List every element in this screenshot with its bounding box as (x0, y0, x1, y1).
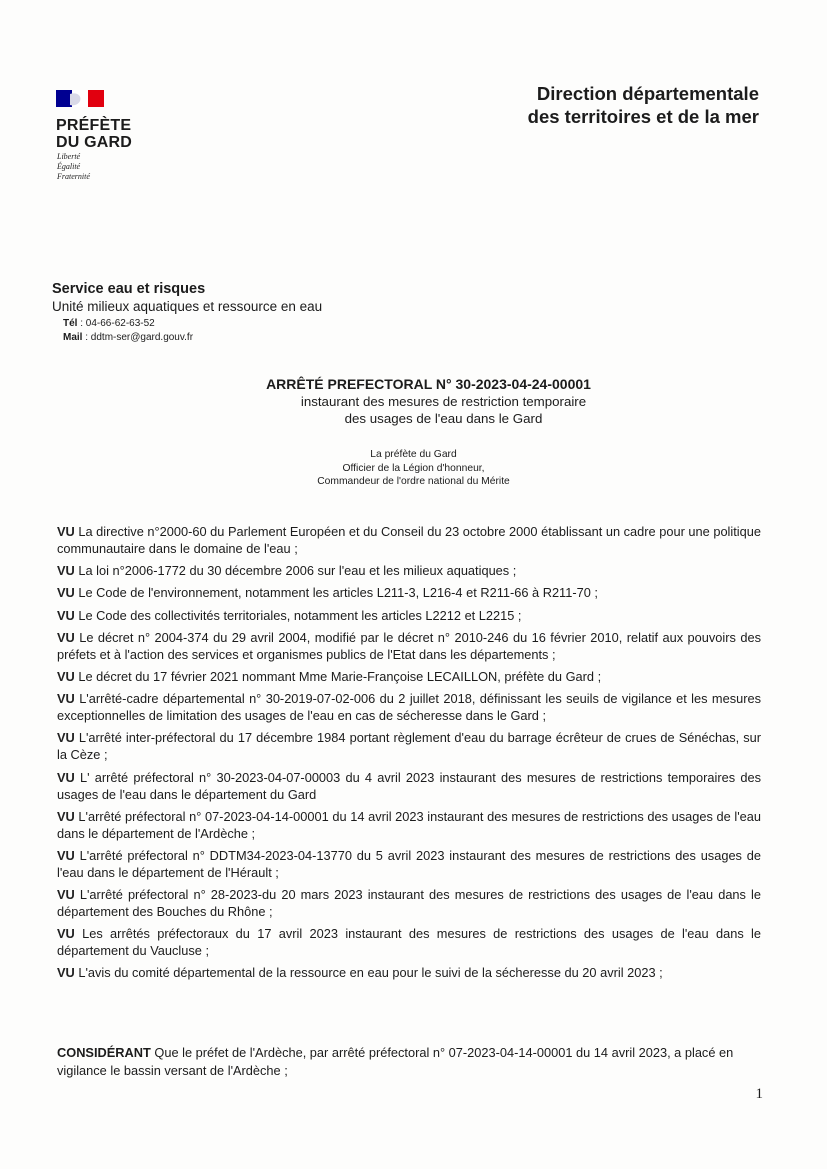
prefecture-name (56, 117, 132, 151)
visa-keyword: VU (57, 808, 75, 824)
visa-text: L'avis du comité départemental de la ressource en eau pour le suivi de la sécheresse du 20 avril 2023 ; (78, 965, 663, 981)
visa-item (57, 886, 761, 920)
tel-label: Tél (63, 318, 78, 329)
visa-item (57, 562, 761, 579)
arrete-subtitle-line1: instaurant des mesures de restriction temporaire (300, 394, 587, 409)
visa-text: L'arrêté préfectoral n° DDTM34-2023-04-13770 du 5 avril 2023 instaurant des mesures de restrictions des usages de l'eau dans le département de l'Hérault ; (57, 847, 761, 880)
authority-line3: Commandeur de l'ordre national du Mérite (317, 476, 510, 487)
republic-motto (57, 152, 90, 182)
visa-text: Les arrêtés préfectoraux du 17 avril 2023 instaurant des mesures de restrictions des usages de l'eau dans le département du Vaucluse ; (57, 926, 761, 959)
visa-keyword: VU (57, 524, 75, 539)
visa-text: L'arrêté préfectoral n° 07-2023-04-14-00001 du 14 avril 2023 instaurant des mesures de restrictions des usages de l'eau dans le département de l'Ardèche ; (57, 808, 761, 841)
authority-line1: La préfète du Gard (370, 449, 457, 460)
visa-item (57, 808, 761, 842)
visa-keyword: VU (57, 769, 75, 785)
motto-egalite: Égalité (57, 162, 81, 171)
service-block (52, 280, 322, 345)
direction-title (528, 82, 759, 128)
visa-text: Le décret n° 2004-374 du 29 avril 2004, modifié par le décret n° 2010-246 du 16 février 2010, relatif aux pouvoirs des préfets et à l'action des services et organismes publics de l'Etat dans les départements ; (57, 629, 761, 662)
prefecture-line2: DU GARD (56, 134, 133, 151)
motto-fraternite: Fraternité (57, 172, 90, 181)
authority-line2: Officier de la Légion d'honneur, (342, 462, 485, 474)
visa-keyword: VU (57, 607, 75, 623)
unit-name: Unité milieux aquatiques et ressource en eau (52, 299, 323, 314)
visa-keyword: VU (57, 965, 75, 981)
considerant-keyword: CONSIDÉRANT (57, 1045, 151, 1060)
visa-keyword: VU (57, 887, 75, 903)
contact-tel (63, 317, 322, 331)
visa-item (57, 964, 761, 981)
visa-item (57, 769, 761, 803)
visa-item (57, 607, 761, 624)
visa-keyword: VU (57, 926, 75, 942)
mail-label: Mail (63, 332, 83, 343)
tel-value: : 04-66-62-63-52 (80, 318, 155, 329)
visa-text: Le décret du 17 février 2021 nommant Mme Marie-Françoise LECAILLON, préfète du Gard ; (78, 668, 602, 684)
mail-value: : ddtm-ser@gard.gouv.fr (85, 332, 194, 343)
motto-liberte: Liberté (57, 152, 81, 161)
flag-blue-band (56, 90, 72, 107)
visa-text: La directive n°2000-60 du Parlement Européen et du Conseil du 23 octobre 2000 établissant un cadre pour une politique communautaire dans le domaine de l'eau ; (57, 524, 761, 556)
visa-keyword: VU (57, 668, 75, 684)
contact-mail (63, 331, 322, 345)
visa-text: Le Code de l'environnement, notamment les articles L211-3, L216-4 et R211-66 à R211-70 ; (78, 585, 598, 601)
visa-text: L'arrêté préfectoral n° 28-2023-du 20 mars 2023 instaurant des mesures de restrictions des usages de l'eau dans le département des Bouches du Rhône ; (57, 887, 761, 920)
visa-text: L'arrêté-cadre départemental n° 30-2019-07-02-006 du 2 juillet 2018, définissant les seuils de vigilance et les mesures exceptionnelles de limitation des usages de l'eau en cas de sécheresse dans le Gard ; (57, 691, 761, 724)
contact-info (63, 317, 322, 345)
visa-keyword: VU (57, 730, 75, 746)
visa-item (57, 690, 761, 724)
visa-text: L'arrêté inter-préfectoral du 17 décembre 1984 portant règlement d'eau du barrage écrêteur de crues de Sénéchas, sur la Cèze ; (57, 730, 761, 763)
visa-item (57, 668, 761, 685)
page-number: 1 (755, 1086, 763, 1102)
arrete-subtitle-line2: des usages de l'eau dans le Gard (344, 411, 543, 426)
service-name: Service eau et risques (52, 281, 206, 297)
arrete-title-block (0, 376, 827, 427)
considerant-paragraph (57, 1044, 761, 1080)
prefecture-line1: PRÉFÈTE (56, 117, 132, 134)
visa-item (57, 847, 761, 881)
visa-item (57, 729, 761, 763)
authority-block (0, 448, 827, 489)
considerant-text: Que le préfet de l'Ardèche, par arrêté préfectoral n° 07-2023-04-14-00001 du 14 avril 2023, a placé en vigilance le bassin versant de l'Ardèche ; (57, 1045, 734, 1078)
visas-list (57, 523, 761, 987)
visa-text: L' arrêté préfectoral n° 30-2023-04-07-00003 du 4 avril 2023 instaurant des mesures de restrictions temporaires des usages de l'eau dans le département du Gard (57, 769, 761, 802)
direction-line2: des territoires et de la mer (527, 106, 759, 127)
visa-keyword: VU (57, 563, 75, 579)
visa-item (57, 925, 761, 959)
visa-item (57, 584, 761, 601)
arrete-title: ARRÊTÉ PREFECTORAL N° 30-2023-04-24-00001 (266, 376, 591, 392)
direction-line1: Direction départementale (536, 83, 759, 104)
visa-keyword: VU (57, 847, 75, 863)
marianne-flag-logo (56, 90, 104, 107)
visa-keyword: VU (57, 691, 75, 707)
visa-text: Le Code des collectivités territoriales, notamment les articles L2212 et L2215 ; (78, 607, 522, 623)
visa-keyword: VU (57, 585, 75, 601)
flag-red-band (88, 90, 104, 107)
visa-keyword: VU (57, 629, 75, 645)
visa-item (57, 523, 761, 557)
visa-text: La loi n°2006-1772 du 30 décembre 2006 sur l'eau et les milieux aquatiques ; (78, 563, 517, 579)
visa-item (57, 629, 761, 663)
